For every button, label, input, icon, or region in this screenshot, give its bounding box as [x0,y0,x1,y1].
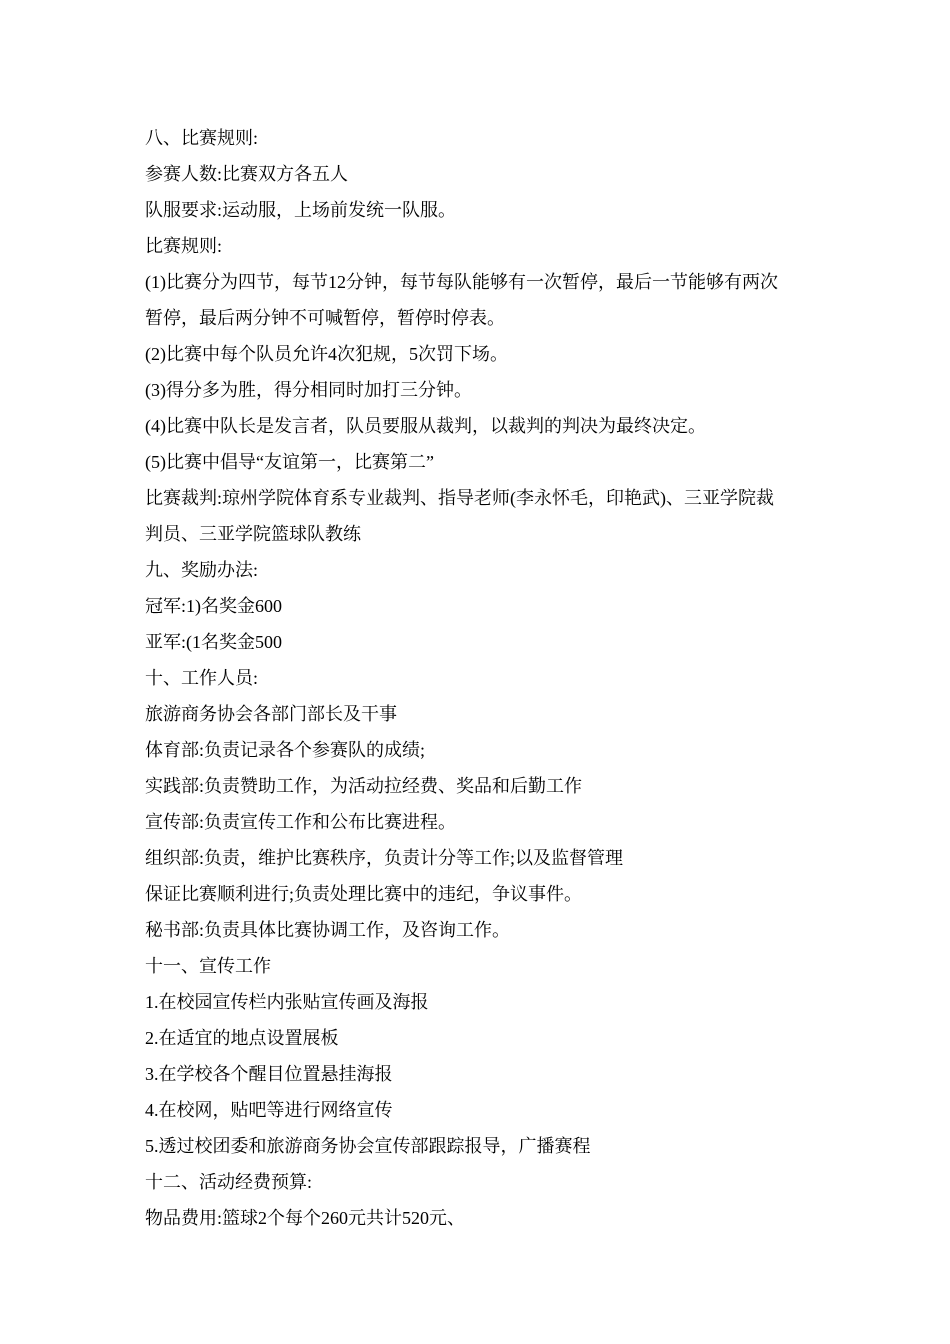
text-line: (2)比赛中每个队员允许4次犯规，5次罚下场。 [145,344,508,364]
text-line: 比赛裁判:琼州学院体育系专业裁判、指导老师(李永怀毛，印艳武)、三亚学院裁 [145,488,774,508]
document-body [145,120,815,1236]
text-line: 宣传部:负责宣传工作和公布比赛进程。 [145,812,456,832]
text-line: 比赛规则: [145,236,223,256]
text-line: 物品费用:篮球2个每个260元共计520元、 [145,1208,465,1228]
text-line: 暂停，最后两分钟不可喊暂停，暂停时停表。 [145,308,505,328]
text-line: (3)得分多为胜，得分相同时加打三分钟。 [145,380,472,400]
text-line: 5.透过校团委和旅游商务协会宣传部跟踪报导，广播赛程 [145,1136,591,1156]
text-line: 队服要求:运动服，上场前发统一队服。 [145,200,456,220]
text-line: (5)比赛中倡导“友谊第一，比赛第二” [145,452,434,472]
text-line: 旅游商务协会各部门部长及干事 [145,704,397,724]
text-line: 1.在校园宣传栏内张贴宣传画及海报 [145,992,429,1012]
text-line: (1)比赛分为四节，每节12分钟，每节每队能够有一次暂停，最后一节能够有两次 [145,272,778,292]
text-line: 亚军:(1名奖金500 [145,632,282,652]
text-line: 保证比赛顺利进行;负责处理比赛中的违纪，争议事件。 [145,884,582,904]
section-heading-budget: 十二、活动经费预算: [145,1172,313,1192]
text-line: 参赛人数:比赛双方各五人 [145,164,348,184]
section-heading-rewards: 九、奖励办法: [145,560,259,580]
text-line: 实践部:负责赞助工作，为活动拉经费、奖品和后勤工作 [145,776,582,796]
text-line: 4.在校网，贴吧等进行网络宣传 [145,1100,393,1120]
section-heading-staff: 十、工作人员: [145,668,259,688]
text-line: 判员、三亚学院篮球队教练 [145,524,361,544]
text-line: (4)比赛中队长是发言者，队员要服从裁判，以裁判的判决为最终决定。 [145,416,706,436]
text-line: 2.在适宜的地点设置展板 [145,1028,339,1048]
text-line: 体育部:负责记录各个参赛队的成绩; [145,740,426,760]
text-line: 3.在学校各个醒目位置悬挂海报 [145,1064,393,1084]
section-heading-rules: 八、比赛规则: [145,128,259,148]
text-line: 冠军:1)名奖金600 [145,596,282,616]
text-line: 秘书部:负责具体比赛协调工作，及咨询工作。 [145,920,510,940]
text-line: 组织部:负责，维护比赛秩序，负责计分等工作;以及监督管理 [145,848,623,868]
section-heading-publicity: 十一、宣传工作 [145,956,271,976]
